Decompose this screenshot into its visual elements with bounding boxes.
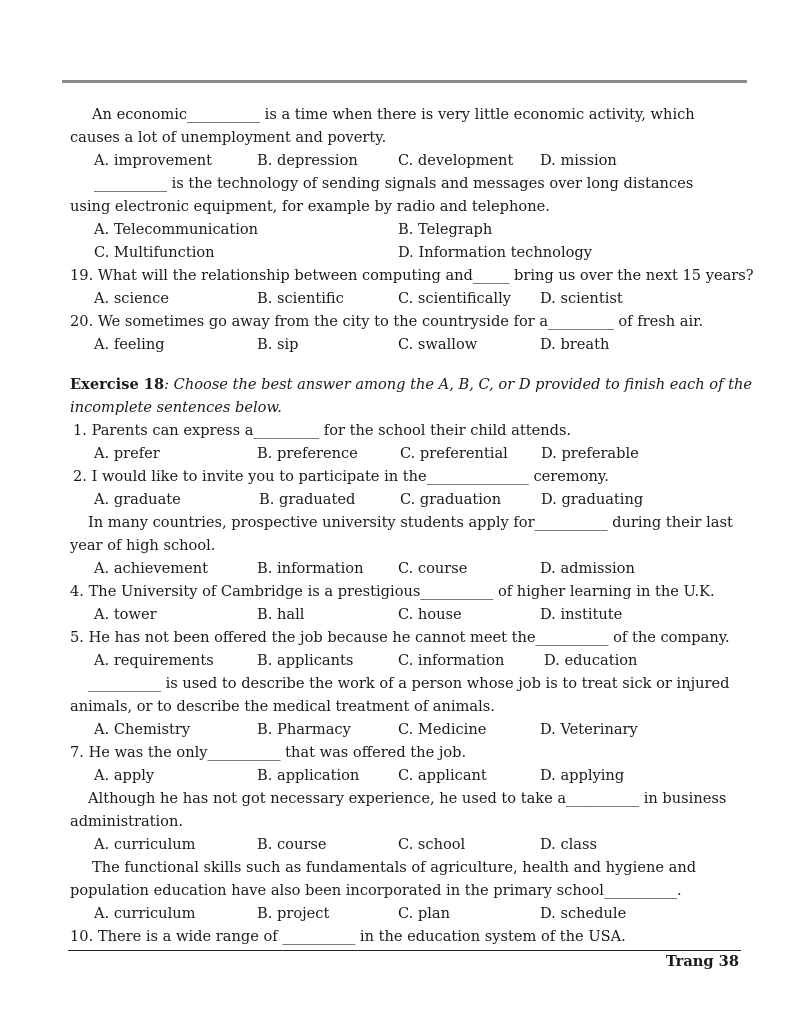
option-a[interactable]: A. achievement [94,560,209,577]
option-b[interactable]: B. hall [257,606,305,623]
option-a[interactable]: A. prefer [94,445,160,462]
page-number: Trang 38 [665,953,739,970]
option-d[interactable]: D. mission [540,152,617,169]
answer-options [70,764,742,787]
option-d[interactable]: D. breath [540,336,610,353]
option-c[interactable]: C. school [398,836,466,853]
answer-options [70,833,742,856]
option-b[interactable]: B. depression [257,152,358,169]
option-b[interactable]: B. Telegraph [398,221,493,238]
question-text: 20. We sometimes go away from the city to the countryside for a_________ of fresh air. [70,313,704,330]
option-c[interactable]: C. graduation [400,491,502,508]
question-text: population education have also been incorporated in the primary school__________. [70,882,682,899]
option-d[interactable]: D. Information technology [398,244,592,261]
option-b[interactable]: B. scientific [257,290,344,307]
option-c[interactable]: C. scientifically [398,290,512,307]
option-d[interactable]: D. education [544,652,638,669]
option-b[interactable]: B. preference [257,445,358,462]
answer-options [70,442,742,465]
answer-options [70,718,742,741]
question-text: using electronic equipment, for example by radio and telephone. [70,198,550,215]
footer-rule [68,950,741,951]
question-text: animals, or to describe the medical treatment of animals. [70,698,495,715]
option-a[interactable]: A. Chemistry [94,721,191,738]
option-b[interactable]: B. project [257,905,330,922]
answer-options [70,902,742,925]
answer-options [70,333,742,356]
option-d[interactable]: D. scientist [540,290,623,307]
option-d[interactable]: D. schedule [540,905,627,922]
option-c[interactable]: C. preferential [400,445,508,462]
option-a[interactable]: A. requirements [94,652,214,669]
option-c[interactable]: C. house [398,606,462,623]
option-a[interactable]: A. graduate [94,491,181,508]
option-d[interactable]: D. Veterinary [540,721,638,738]
option-a[interactable]: A. science [94,290,169,307]
question-text: Although he has not got necessary experience, he used to take a__________ in business [88,790,727,807]
question-text: __________ is the technology of sending signals and messages over long distances [94,175,694,192]
option-d[interactable]: D. class [540,836,597,853]
question-text: 4. The University of Cambridge is a prestigious__________ of higher learning in the U.K. [70,583,715,600]
option-a[interactable]: A. feeling [94,336,165,353]
question-text: An economic__________ is a time when there is very little economic activity, which [92,106,695,123]
option-b[interactable]: B. Pharmacy [257,721,351,738]
option-a[interactable]: A. Telecommunication [94,221,259,238]
option-d[interactable]: D. preferable [541,445,639,462]
answer-options [70,603,742,626]
question-text: 1. Parents can express a_________ for the school their child attends. [73,422,572,439]
answer-options [70,241,742,264]
question-text: causes a lot of unemployment and poverty. [70,129,387,146]
question-text: In many countries, prospective university students apply for__________ during their last [88,514,733,531]
option-a[interactable]: A. curriculum [94,836,196,853]
option-c[interactable]: C. information [398,652,505,669]
option-d[interactable]: D. applying [540,767,625,784]
option-b[interactable]: B. sip [257,336,299,353]
option-b[interactable]: B. graduated [259,491,356,508]
option-c[interactable]: C. swallow [398,336,478,353]
option-a[interactable]: A. curriculum [94,905,196,922]
option-c[interactable]: C. course [398,560,468,577]
question-text: year of high school. [70,537,216,554]
question-text: administration. [70,813,184,830]
option-b[interactable]: B. application [257,767,360,784]
answer-options [70,287,742,310]
option-c[interactable]: C. applicant [398,767,487,784]
option-d[interactable]: D. admission [540,560,635,577]
option-c[interactable]: C. Multifunction [94,244,215,261]
option-d[interactable]: D. graduating [541,491,644,508]
spacer [70,356,742,373]
option-c[interactable]: C. development [398,152,514,169]
header-rule [62,80,747,83]
exercise-instruction: : Choose the best answer among the A, B, C, or D provided to finish each of the [164,376,753,393]
exercise-title: Exercise 18 [70,376,165,393]
exercise-instruction: incomplete sentences below. [70,399,282,416]
question-text: 10. There is a wide range of __________ in the education system of the USA. [70,928,626,945]
option-b[interactable]: B. applicants [257,652,354,669]
question-text: 19. What will the relationship between computing and_____ bring us over the next 15 years? [70,267,754,284]
option-b[interactable]: B. information [257,560,364,577]
question-text: The functional skills such as fundamentals of agriculture, health and hygiene and [92,859,697,876]
option-d[interactable]: D. institute [540,606,623,623]
question-text: 7. He was the only__________ that was offered the job. [70,744,467,761]
answer-options [70,218,742,241]
answer-options [70,649,742,672]
exercise-heading [70,373,753,396]
answer-options [70,557,742,580]
option-c[interactable]: C. Medicine [398,721,487,738]
answer-options [70,149,742,172]
option-a[interactable]: A. apply [94,767,155,784]
answer-options [70,488,742,511]
worksheet-body [70,103,754,948]
option-c[interactable]: C. plan [398,905,451,922]
question-text: __________ is used to describe the work of a person whose job is to treat sick or injured [88,675,730,692]
option-a[interactable]: A. tower [94,606,157,623]
question-text: 5. He has not been offered the job because he cannot meet the__________ of the company. [70,629,730,646]
option-b[interactable]: B. course [257,836,327,853]
option-a[interactable]: A. improvement [94,152,213,169]
question-text: 2. I would like to invite you to participate in the______________ ceremony. [73,468,609,485]
